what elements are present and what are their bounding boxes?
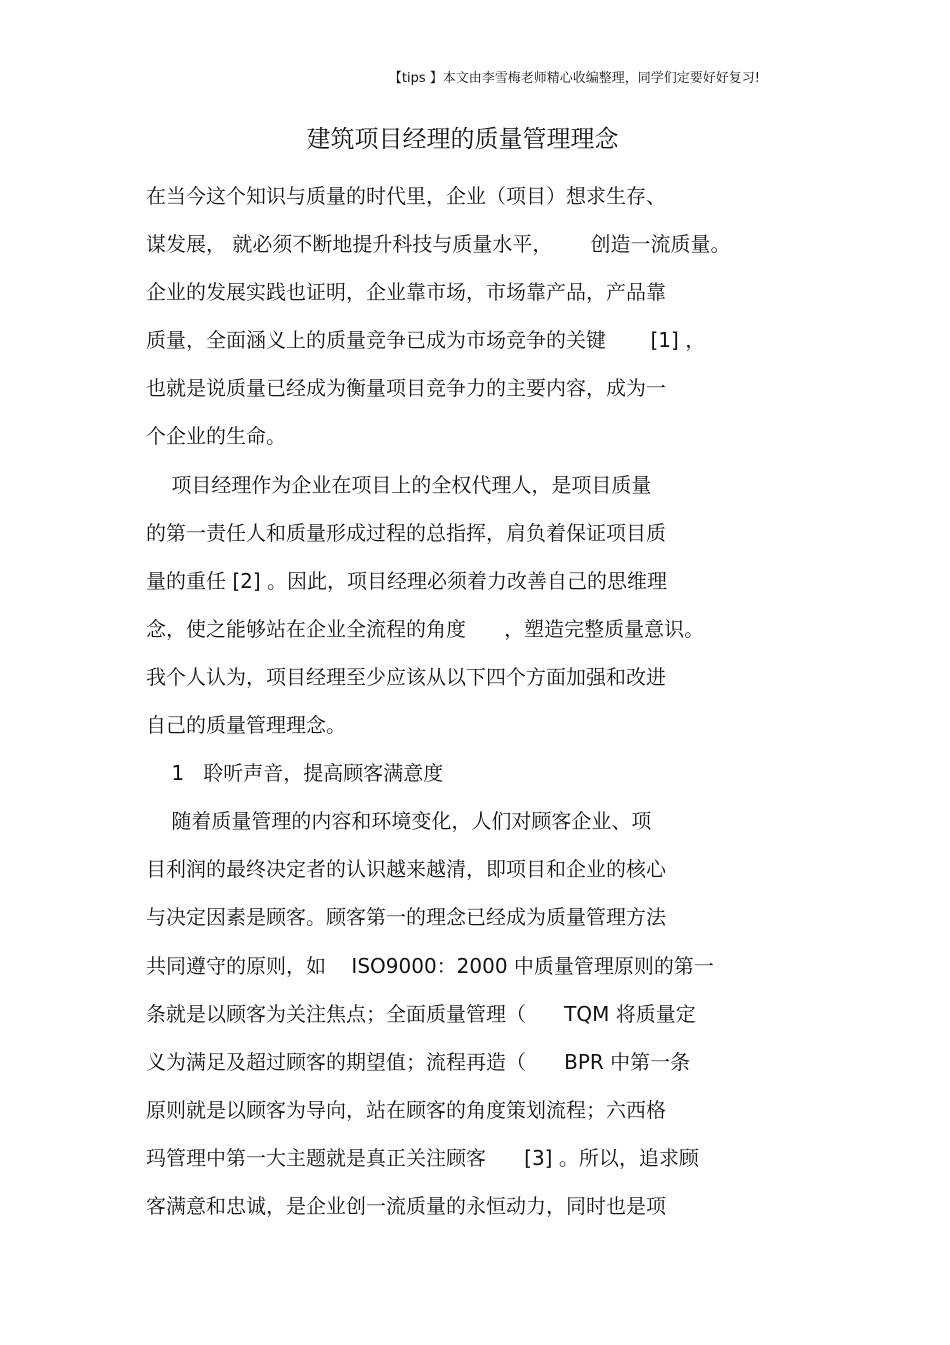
- body-line: 在当今这个知识与质量的时代里，企业（项目）想求生存、: [146, 184, 666, 208]
- body-line: 原则就是以顾客为导向，站在顾客的角度策划流程；六西格: [146, 1097, 666, 1122]
- section-heading: 1 聆听声音，提高顾客满意度: [146, 761, 444, 786]
- body-line: 与决定因素是顾客。顾客第一的理念已经成为质量管理方法: [146, 905, 666, 930]
- body-line: 客满意和忠诚，是企业创一流质量的永恒动力，同时也是项: [146, 1193, 666, 1218]
- body-line: 的第一责任人和质量形成过程的总指挥，肩负着保证项目质: [146, 520, 666, 545]
- body-line: 个企业的生命。: [146, 424, 286, 449]
- document-title: 建筑项目经理的质量管理理念: [306, 125, 619, 153]
- body-line: 玛管理中第一大主题就是真正关注顾客 [3] 。所以，追求顾: [146, 1145, 699, 1170]
- body-line: 项目经理作为企业在项目上的全权代理人，是项目质量: [146, 472, 652, 497]
- header-tips: 【tips 】本文由李雪梅老师精心收编整理，同学们定要好好复习!: [388, 71, 760, 86]
- body-line: 量的重任 [2] 。因此，项目经理必须着力改善自己的思维理: [146, 568, 668, 593]
- body-line: 随着质量管理的内容和环境变化，人们对顾客企业、项: [146, 809, 652, 834]
- body-line: 谋发展， 就必须不断地提升科技与质量水平， 创造一流质量。: [146, 232, 731, 257]
- body-line: 义为满足及超过顾客的期望值；流程再造（ BPR 中第一条: [146, 1049, 691, 1074]
- body-line: 条就是以顾客为关注焦点；全面质量管理（ TQM 将质量定: [146, 1001, 696, 1026]
- document-body: [146, 176, 806, 1234]
- body-line: 我个人认为，项目经理至少应该从以下四个方面加强和改进: [146, 664, 666, 689]
- body-line: 企业的发展实践也证明，企业靠市场，市场靠产品，产品靠: [146, 280, 666, 305]
- body-line: 质量，全面涵义上的质量竞争已成为市场竞争的关键 [1] ，: [146, 328, 706, 353]
- body-line: 也就是说质量已经成为衡量项目竞争力的主要内容，成为一: [146, 376, 666, 401]
- body-line: 念，使之能够站在企业全流程的角度 ，塑造完整质量意识。: [146, 616, 705, 641]
- body-line: 自己的质量管理理念。: [146, 713, 346, 738]
- body-line: 目利润的最终决定者的认识越来越清，即项目和企业的核心: [146, 857, 666, 882]
- body-line: 共同遵守的原则，如 ISO9000：2000 中质量管理原则的第一: [146, 953, 714, 978]
